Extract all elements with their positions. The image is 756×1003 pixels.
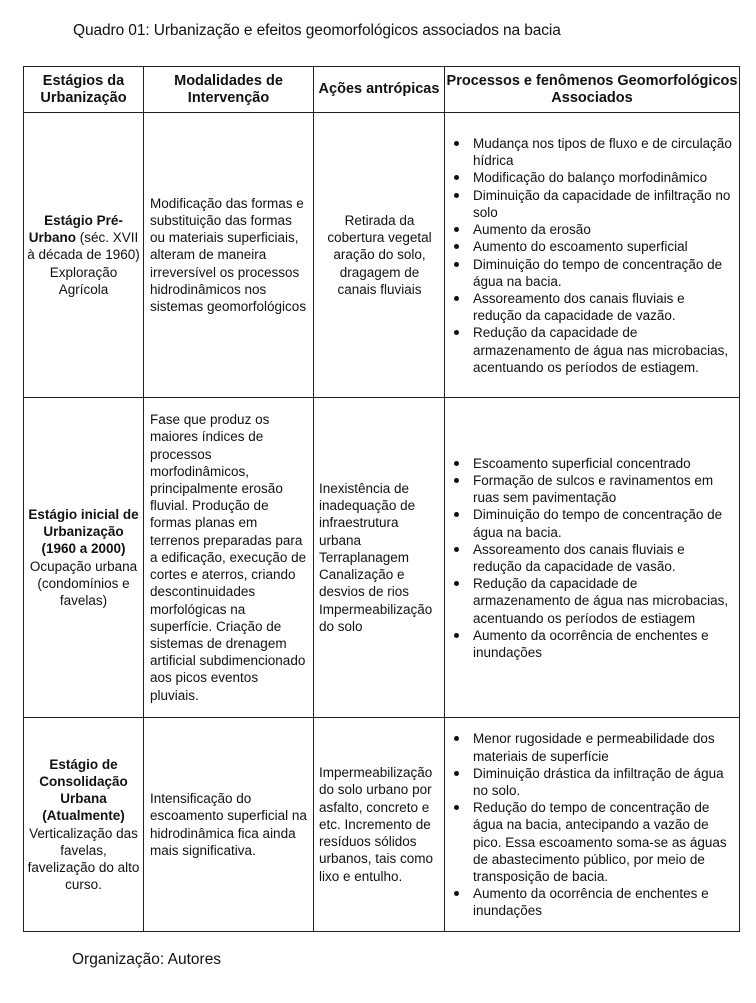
list-item: Redução da capacidade de armazenamento de água nas microbacias, acentuando os períodos de estiagem. bbox=[451, 324, 735, 376]
stage-cell bbox=[24, 398, 144, 718]
list-item: Diminuição do tempo de concentração de água na bacia. bbox=[451, 506, 735, 540]
processos-list bbox=[451, 730, 735, 919]
acoes-cell: Retirada da cobertura vegetal aração do solo, dragagem de canais fluviais bbox=[314, 113, 445, 398]
list-item: Modificação do balanço morfodinâmico bbox=[451, 169, 735, 186]
processos-cell bbox=[445, 398, 740, 718]
list-item: Menor rugosidade e permeabilidade dos materiais de superfície bbox=[451, 730, 735, 764]
table-row bbox=[24, 398, 740, 718]
source-note: Organização: Autores bbox=[72, 951, 222, 968]
stage-cell bbox=[24, 718, 144, 932]
acoes-cell: Impermeabilização do solo urbano por asfalto, concreto e etc. Incremento de resíduos sólidos urbanos, tais como lixo e entulho. bbox=[314, 718, 445, 932]
header-row bbox=[24, 67, 740, 113]
stage-title: Estágio de Consolidação Urbana (Atualmente) bbox=[39, 756, 128, 824]
list-item: Redução do tempo de concentração de água na bacia, antecipando a vazão de pico. Essa escoamento soma-se as águas de abastecimento público, por meio de transposição de bacia. bbox=[451, 799, 735, 885]
modalidades-cell: Intensificação do escoamento superficial na hidrodinâmica fica ainda mais significativa. bbox=[144, 718, 314, 932]
modalidades-cell: Modificação das formas e substituição das formas ou materiais superficiais, alteram de maneira irreversível os processos hidrodinâmicos nos sistemas geomorfológicos bbox=[144, 113, 314, 398]
processos-list bbox=[451, 135, 735, 376]
processos-list bbox=[451, 455, 735, 661]
list-item: Aumento da erosão bbox=[451, 221, 735, 238]
stage-description: (séc. XVII à década de 1960) Exploração Agrícola bbox=[27, 230, 140, 297]
list-item: Redução da capacidade de armazenamento de água nas microbacias, acentuando os períodos de estiagem bbox=[451, 575, 735, 627]
processos-cell bbox=[445, 113, 740, 398]
list-item: Diminuição do tempo de concentração de água na bacia. bbox=[451, 256, 735, 290]
acoes-cell: Inexistência de inadequação de infraestrutura urbana Terraplanagem Canalização e desvios de rios Impermeabilização do solo bbox=[314, 398, 445, 718]
list-item: Escoamento superficial concentrado bbox=[451, 455, 735, 472]
list-item: Diminuição da capacidade de infiltração no solo bbox=[451, 187, 735, 221]
stage-description: Verticalização das favelas, favelização do alto curso. bbox=[27, 825, 140, 893]
table-row bbox=[24, 113, 740, 398]
header-processos: Processos e fenômenos Geomorfológicos Associados bbox=[445, 67, 740, 113]
list-item: Diminuição drástica da infiltração de água no solo. bbox=[451, 765, 735, 799]
table-caption: Quadro 01: Urbanização e efeitos geomorfológicos associados na bacia bbox=[73, 22, 561, 39]
urbanization-table bbox=[23, 66, 740, 932]
header-estagios: Estágios da Urbanização bbox=[24, 67, 144, 113]
stage-cell bbox=[24, 113, 144, 398]
stage-title: Estágio inicial de Urbanização (1960 a 2000) bbox=[28, 506, 139, 557]
list-item: Aumento da ocorrência de enchentes e inundações bbox=[451, 885, 735, 919]
header-acoes: Ações antrópicas bbox=[314, 67, 445, 113]
list-item: Assoreamento dos canais fluviais e redução da capacidade de vazão. bbox=[451, 290, 735, 324]
modalidades-cell: Fase que produz os maiores índices de processos morfodinâmicos, principalmente erosão fluvial. Produção de formas planas em terrenos preparadas para a edificação, execução de cortes e aterros, criando descontinuidades morfológicas na superfície. Criação de sistemas de drenagem artificial subdimencionado aos picos eventos pluviais. bbox=[144, 398, 314, 718]
list-item: Formação de sulcos e ravinamentos em ruas sem pavimentação bbox=[451, 472, 735, 506]
stage-title: Estágio Pré-Urbano bbox=[28, 212, 123, 246]
table-row bbox=[24, 718, 740, 932]
list-item: Aumento da ocorrência de enchentes e inundações bbox=[451, 627, 735, 661]
list-item: Aumento do escoamento superficial bbox=[451, 238, 735, 255]
stage-description: Ocupação urbana (condomínios e favelas) bbox=[29, 558, 138, 608]
list-item: Assoreamento dos canais fluviais e redução da capacidade de vasão. bbox=[451, 541, 735, 575]
header-modalidades: Modalidades de Intervenção bbox=[144, 67, 314, 113]
list-item: Mudança nos tipos de fluxo e de circulação hídrica bbox=[451, 135, 735, 169]
processos-cell bbox=[445, 718, 740, 932]
